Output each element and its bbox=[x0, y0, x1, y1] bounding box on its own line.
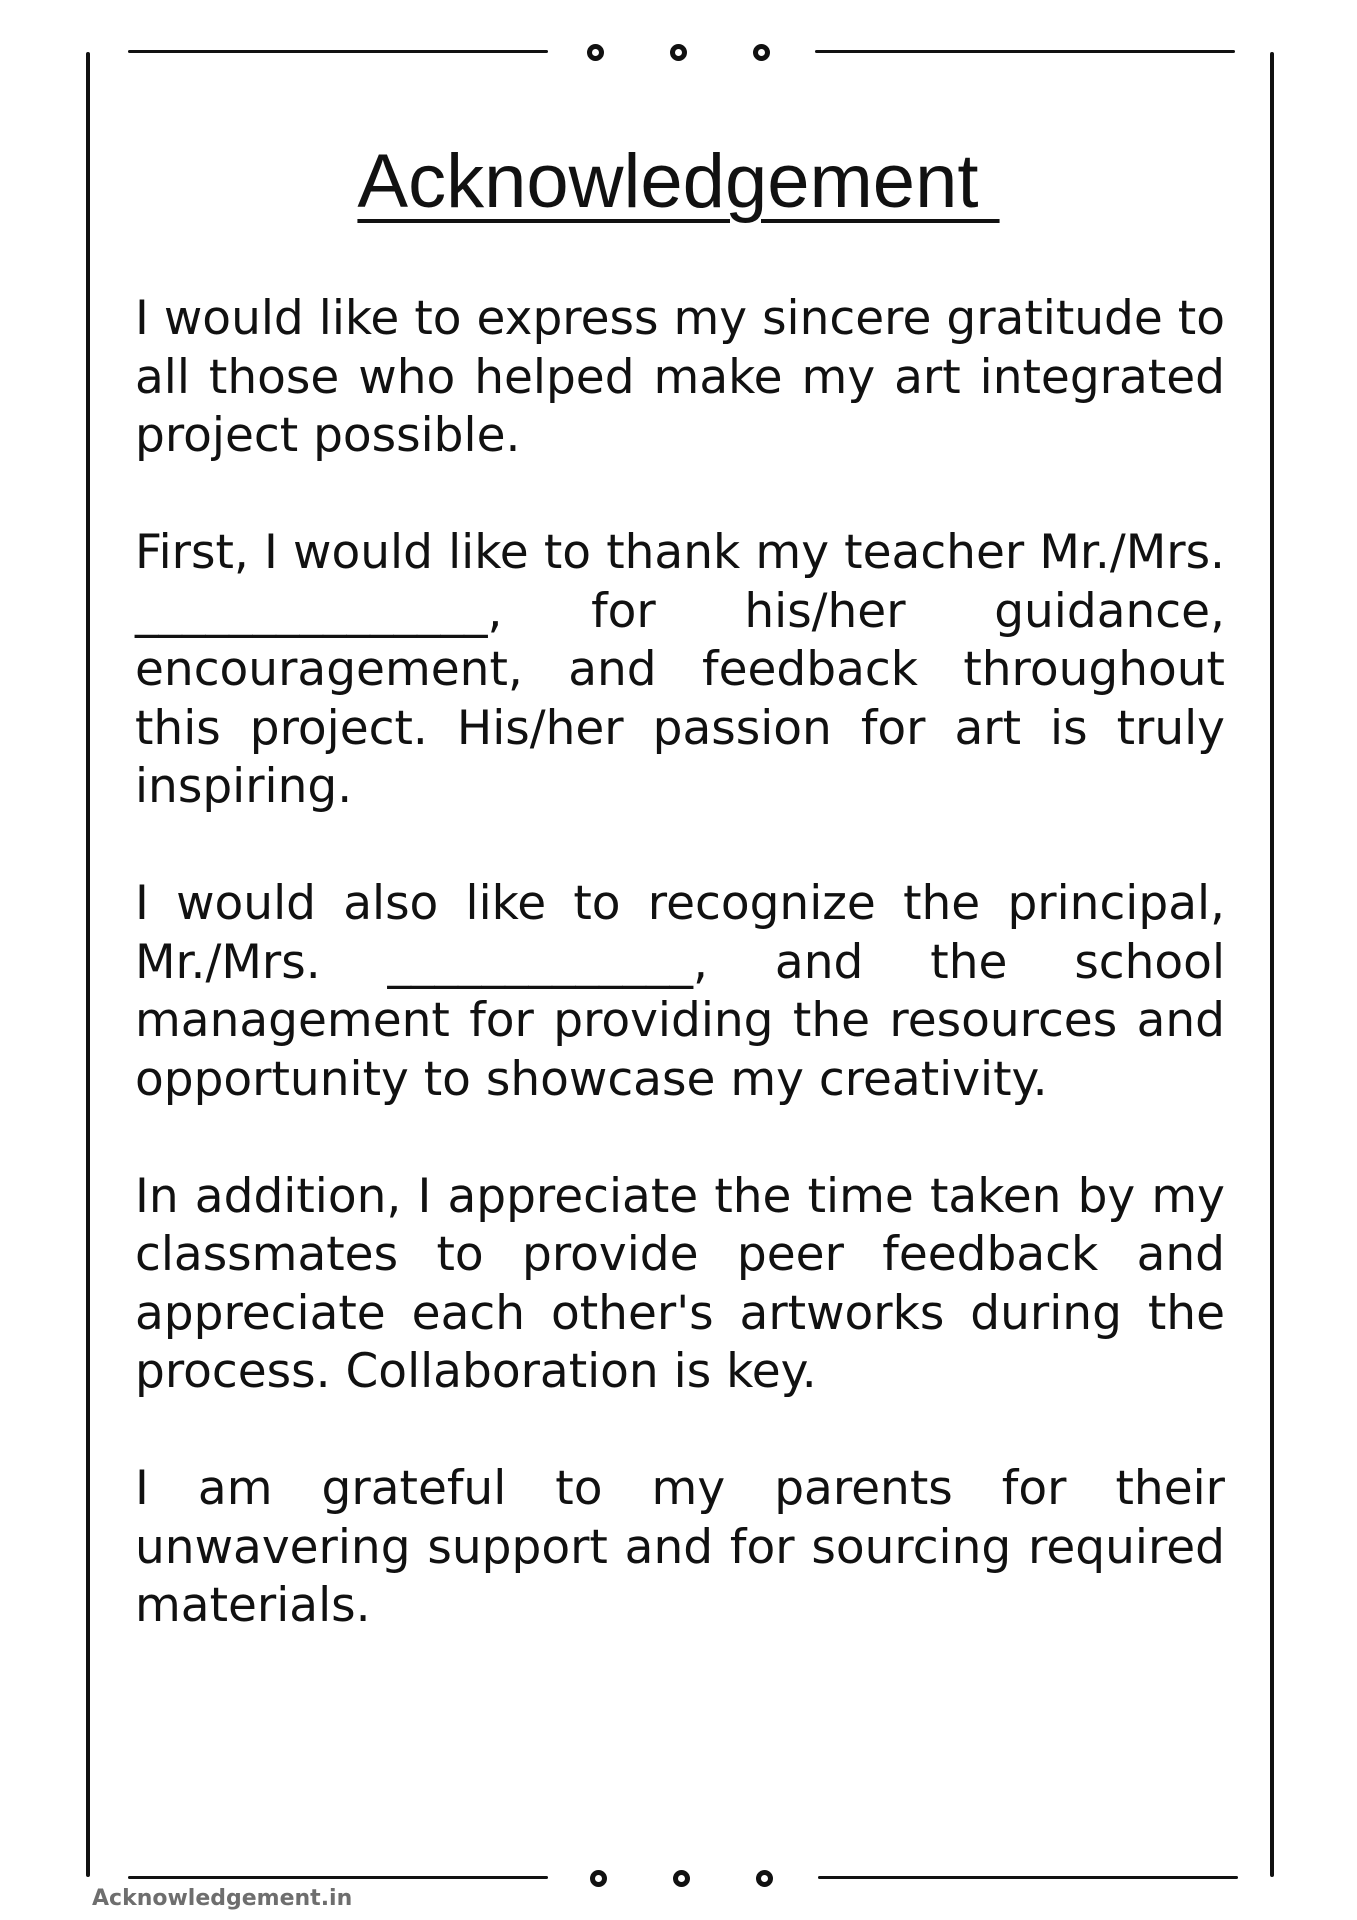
ornament-circle-icon bbox=[590, 1870, 607, 1887]
ornament-circle-icon bbox=[673, 1870, 690, 1887]
bottom-rule-left bbox=[128, 1876, 548, 1879]
top-rule-left bbox=[128, 50, 548, 53]
page-title-text: Acknowledgement bbox=[357, 139, 1000, 224]
left-border-line bbox=[86, 52, 90, 1877]
bottom-rule-right bbox=[818, 1876, 1238, 1879]
paragraph-principal: I would also like to recognize the principal, Mr./Mrs. _____________, and the school management for providing the resources and opportunity to showcase my creativity. bbox=[135, 876, 1240, 1107]
ornament-circle-icon bbox=[756, 1870, 773, 1887]
footer-brand-watermark: Acknowledgement.in bbox=[92, 1886, 353, 1911]
page-title bbox=[0, 138, 1357, 225]
top-rule-right bbox=[815, 50, 1235, 53]
ornament-circle-icon bbox=[753, 44, 770, 61]
document-body bbox=[135, 290, 1240, 1694]
paragraph-intro: I would like to express my sincere gratitude to all those who helped make my art integrated project possible. bbox=[135, 291, 1240, 463]
right-border-line bbox=[1270, 52, 1274, 1877]
paragraph-teacher: First, I would like to thank my teacher Mr./Mrs. _______________, for his/her guidance, encouragement, and feedback throughout this project. His/her passion for art is truly inspiring. bbox=[135, 525, 1240, 814]
paragraph-classmates: In addition, I appreciate the time taken by my classmates to provide peer feedback and appreciate each other's artworks during the process. Collaboration is key. bbox=[135, 1168, 1240, 1399]
ornament-circle-icon bbox=[670, 44, 687, 61]
paragraph-parents: I am grateful to my parents for their unwavering support and for sourcing required materials. bbox=[135, 1461, 1240, 1633]
ornament-circle-icon bbox=[587, 44, 604, 61]
